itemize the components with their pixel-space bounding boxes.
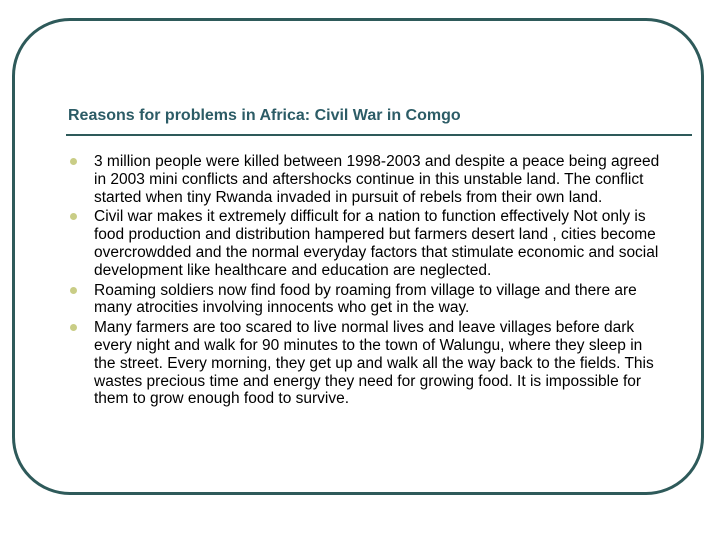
bullet-item — [68, 153, 664, 206]
bullet-item — [68, 208, 664, 279]
bullet-item — [68, 282, 664, 318]
slide-title: Reasons for problems in Africa: Civil War in Comgo — [68, 107, 461, 124]
bullet-text: 3 million people were killed between 1998-2003 and despite a peace being agreed in 2003 mini conflicts and aftershocks continue in this unstable land. The conflict started when tiny Rwanda invaded in pursuit of rebels from their own land. — [94, 153, 660, 206]
bullet-text: Roaming soldiers now find food by roaming from village to village and there are many atrocities involving innocents who get in the way. — [94, 281, 637, 317]
bullet-dot-icon — [70, 158, 77, 165]
title-divider — [66, 134, 692, 136]
bullet-text: Many farmers are too scared to live normal lives and leave villages before dark every night and walk for 90 minutes to the town of Walungu, where they sleep in the street. Every morning, they get up and walk all the way back to the fields. This wastes precious time and energy they need for growing food. It is impossible for them to grow enough food to survive. — [94, 319, 654, 408]
bullet-dot-icon — [70, 213, 77, 220]
bullet-text: Civil war makes it extremely difficult for a nation to function effectively Not only is food production and distribution hampered but farmers desert land , cities become overcrowdded and the normal everyday factors that stimulate economic and social development like healthcare and education are neglected. — [94, 208, 659, 279]
bullet-item — [68, 319, 664, 408]
bullet-dot-icon — [70, 287, 77, 294]
bullet-list — [68, 153, 664, 410]
bullet-dot-icon — [70, 324, 77, 331]
